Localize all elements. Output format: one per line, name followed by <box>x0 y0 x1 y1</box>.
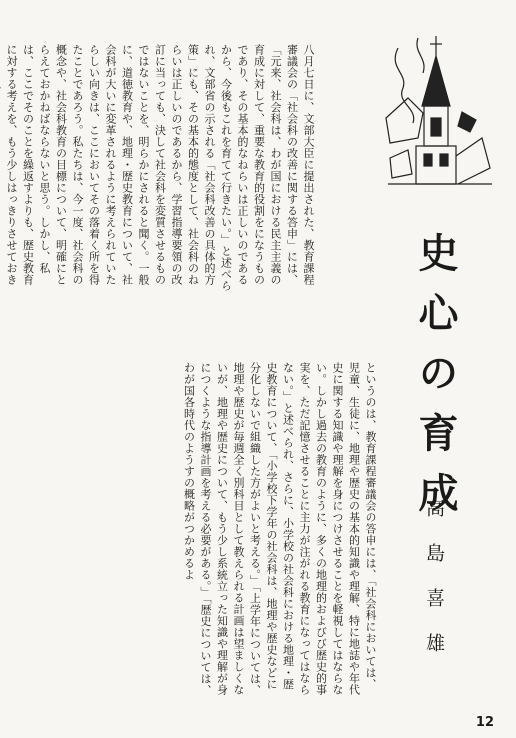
author-name: 高島喜雄 <box>423 498 445 678</box>
church-tower-illustration <box>378 28 496 196</box>
article-title: 史心の育成 <box>412 232 459 532</box>
article-body-lower: というのは、教育課程審議会の答申には、「社会科においては、児童、生徒に、地理や歴史の基本的知識や理解、特に地誌や年代史に関する知識や理解を身につけさせることを軽視してはならない。しかし過去の教育のように、多くの地理的およびび歴史的事実を、ただ記憶させることに主力が注がれる教育になってはならない。」と述べられ、さらに、小学校の社会科における地理・歴史教育について、「小学校下学年の社会科は、地理や歴史などに分化しないで組織した方がよいと考える。」「上学年については、地理や歴史が毎週全く別科目として教えられる計画は望ましくないが、地理や歴史について、もう少し系統立った知識や理解が身につくような指導計画を考える必要がある。」「歴史については、わが国各時代のようすの概略がつかめるよ <box>182 362 377 696</box>
article-body-upper: 八月七日に、文部大臣に提出された、教育課程審議会の「社会科の改善に関する答申」には、「元来、社会科は、わが国における民主主義の育成に対して、重要な教育的役割をになうものであり、その基本的なねらいは正しいのであるから、今後もこれを育てて行きたい。」と述べられ、文部省の示される「社会科改善の具体的方策」にも、その基本的態度として、社会科のねらいは正しいのであるから、学習指導要領の改訂に当っても、決して社会科を変質させるものではないことを、明らかにされると聞く。一般に、道徳教育や、地理・歴史教育について、社会科が大いに変革されるように考えられていたらしい向きは、ここにおいてその落着く所を得たことであろう。私たちは、今一度、社会科の概念や、社会科教育の目標について、明確にとらえておかねばならないと思う。しかし、私は、ここでそのことを繰返すよりも、歴史教育に対する考えを、もう少しはっきりさせておき <box>5 44 315 292</box>
page-number: 12 <box>475 715 494 730</box>
